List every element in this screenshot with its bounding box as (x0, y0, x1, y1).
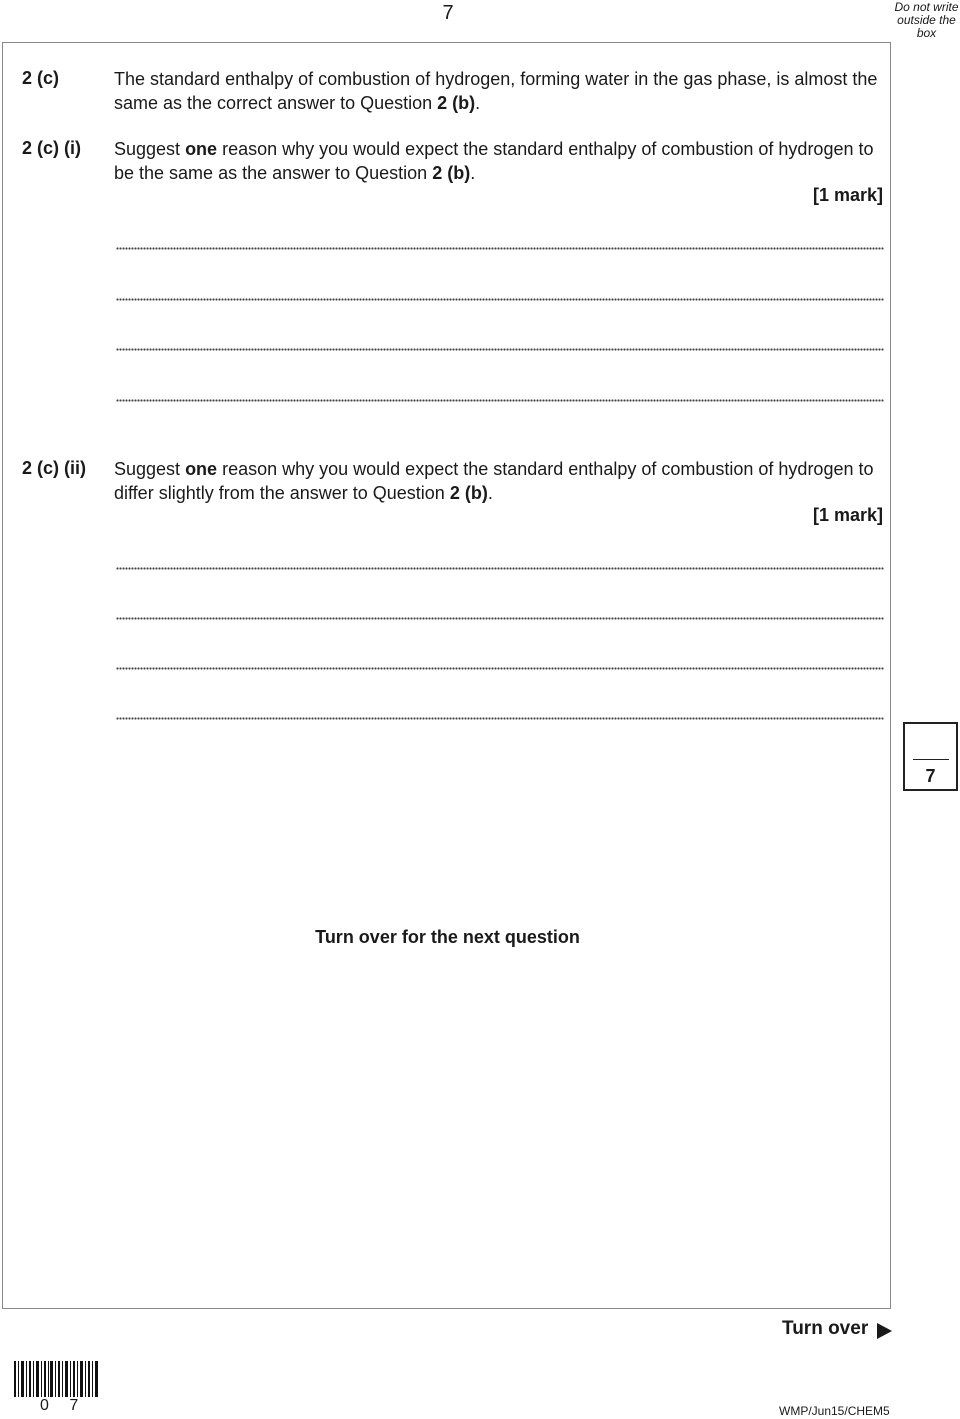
answer-line[interactable] (116, 617, 884, 620)
page-number: 7 (442, 2, 454, 24)
answer-line[interactable] (116, 247, 884, 250)
answer-line[interactable] (116, 667, 884, 670)
answer-line[interactable] (116, 348, 884, 351)
question-text-2ci: Suggest one reason why you would expect the standard enthalpy of combustion of hydrogen to be the same as the answer to Question 2 (b). (114, 139, 874, 183)
question-text-2cii: Suggest one reason why you would expect the standard enthalpy of combustion of hydrogen to differ slightly from the answer to Question 2 (b). (114, 459, 874, 503)
right-arrow-icon (877, 1323, 892, 1339)
question-label-2cii: 2 (c) (ii) (22, 458, 87, 478)
answer-line[interactable] (116, 298, 884, 301)
barcode-digits: 0 7 (40, 1397, 87, 1414)
barcode-icon (14, 1361, 98, 1397)
question-label-2c: 2 (c) (22, 68, 60, 88)
question-text-2c: The standard enthalpy of combustion of hydrogen, forming water in the gas phase, is almost the same as the correct answer to Question 2 (b). (114, 69, 878, 113)
answer-frame (2, 42, 891, 1309)
answer-line[interactable] (116, 399, 884, 402)
paper-reference: WMP/Jun15/CHEM5 (779, 1404, 890, 1418)
score-entry-line (913, 759, 949, 760)
answer-line[interactable] (116, 717, 884, 720)
turn-over-next-question: Turn over for the next question (315, 927, 580, 947)
turn-over-label: Turn over (782, 1318, 869, 1339)
margin-note: Do not write outside the box (894, 0, 959, 40)
score-total: 7 (925, 766, 936, 786)
question-label-2ci: 2 (c) (i) (22, 138, 82, 158)
answer-line[interactable] (116, 567, 884, 570)
mark-allocation-2ci: [1 mark] (812, 185, 883, 205)
mark-allocation-2cii: [1 mark] (812, 505, 883, 525)
